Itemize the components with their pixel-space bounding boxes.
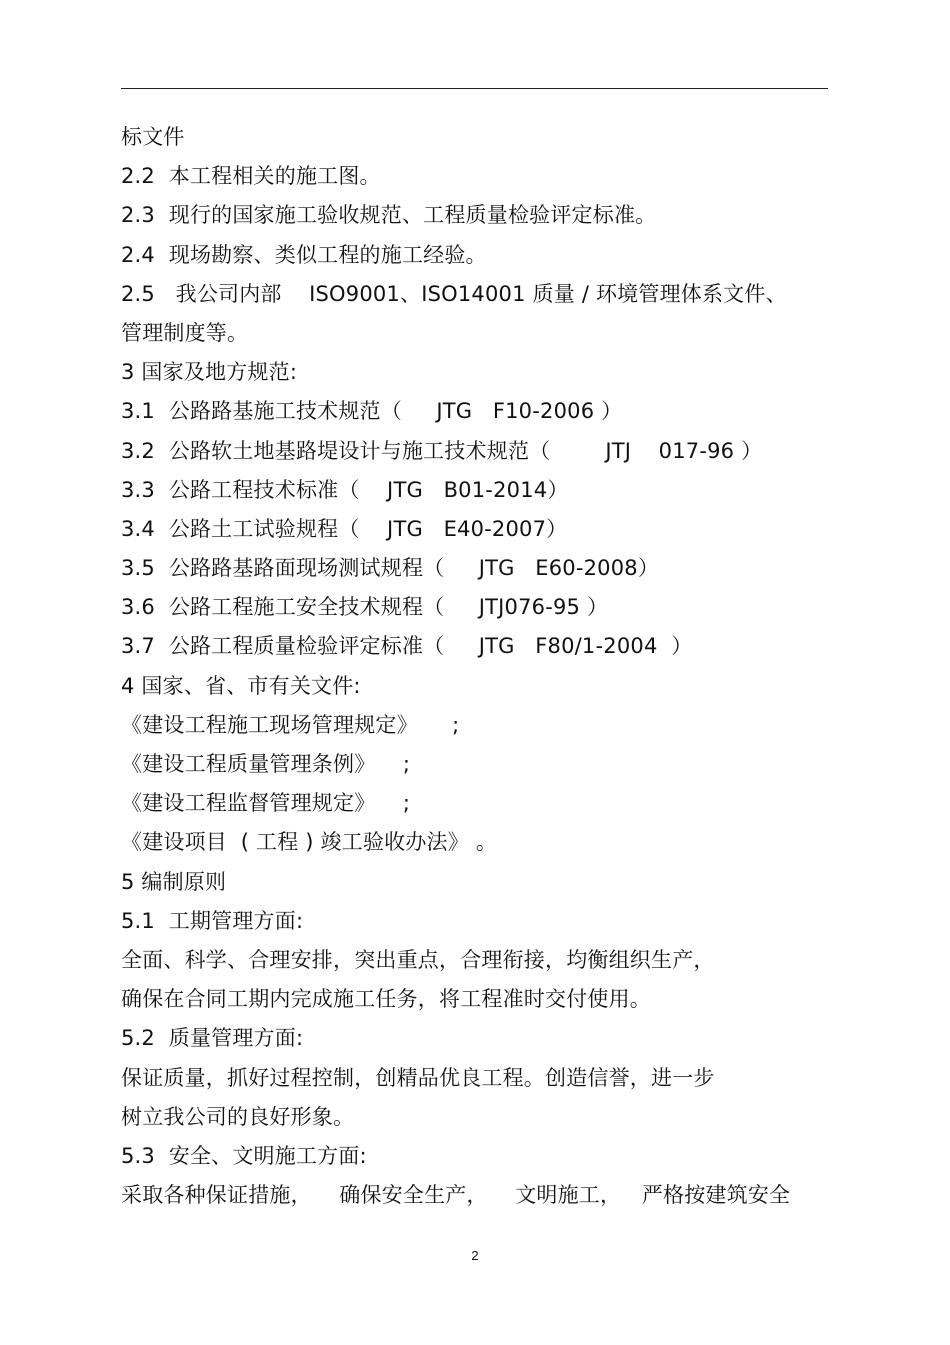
text-line: 《建设工程施工现场管理规定》 ; <box>121 712 460 737</box>
text-line: 3.4 公路土工试验规程（ JTG E40-2007） <box>121 516 568 541</box>
text-line: 管理制度等。 <box>121 320 249 345</box>
section-heading: 3 国家及地方规范: <box>121 360 298 385</box>
text-line: 2.5 我公司内部 ISO9001、ISO14001 质量 / 环境管理体系文件、 <box>121 281 787 306</box>
text-line: 3.7 公路工程质量检验评定标准（ JTG F80/1-2004 ） <box>121 634 693 659</box>
text-line: 全面、科学、合理安排，突出重点，合理衔接，均衡组织生产， <box>121 947 715 972</box>
section-heading: 4 国家、省、市有关文件: <box>121 673 361 698</box>
text-line: 2.4 现场勘察、类似工程的施工经验。 <box>121 242 487 267</box>
text-line: 3.2 公路软土地基路堤设计与施工技术规范（ JTJ 017-96 ） <box>121 438 763 463</box>
page-number: 2 <box>471 1248 479 1263</box>
text-line: 保证质量，抓好过程控制，创精品优良工程。创造信誉，进一步 <box>121 1065 715 1090</box>
text-line: 5.3 安全、文明施工方面: <box>121 1143 367 1168</box>
text-line: 2.2 本工程相关的施工图。 <box>121 164 381 189</box>
text-line: 5.2 质量管理方面: <box>121 1026 304 1051</box>
text-line: 《建设工程质量管理条例》 ; <box>121 752 411 776</box>
text-line: 《建设工程监督管理规定》 ; <box>121 791 411 816</box>
text-line: 树立我公司的良好形象。 <box>121 1104 355 1129</box>
text-line: 标文件 <box>121 125 185 149</box>
section-heading: 5 编制原则 <box>121 869 227 894</box>
text-line: 采取各种保证措施， 确保安全生产， 文明施工， 严格按建筑安全 <box>121 1183 791 1208</box>
text-line: 《建设项目 ( 工程 ) 竣工验收办法》 。 <box>121 830 498 855</box>
body-text <box>121 118 841 1215</box>
header-rule <box>121 88 828 89</box>
text-line: 2.3 现行的国家施工验收规范、工程质量检验评定标准。 <box>121 203 657 228</box>
text-line: 3.1 公路路基施工技术规范（ JTG F10-2006 ） <box>121 399 623 424</box>
text-line: 3.5 公路路基路面现场测试规程（ JTG E60-2008） <box>121 556 660 581</box>
text-line: 确保在合同工期内完成施工任务，将工程准时交付使用。 <box>121 987 651 1012</box>
text-line: 5.1 工期管理方面: <box>121 908 304 933</box>
text-line: 3.6 公路工程施工安全技术规程（ JTJ076-95 ） <box>121 595 609 620</box>
text-line: 3.3 公路工程技术标准（ JTG B01-2014） <box>121 477 569 502</box>
